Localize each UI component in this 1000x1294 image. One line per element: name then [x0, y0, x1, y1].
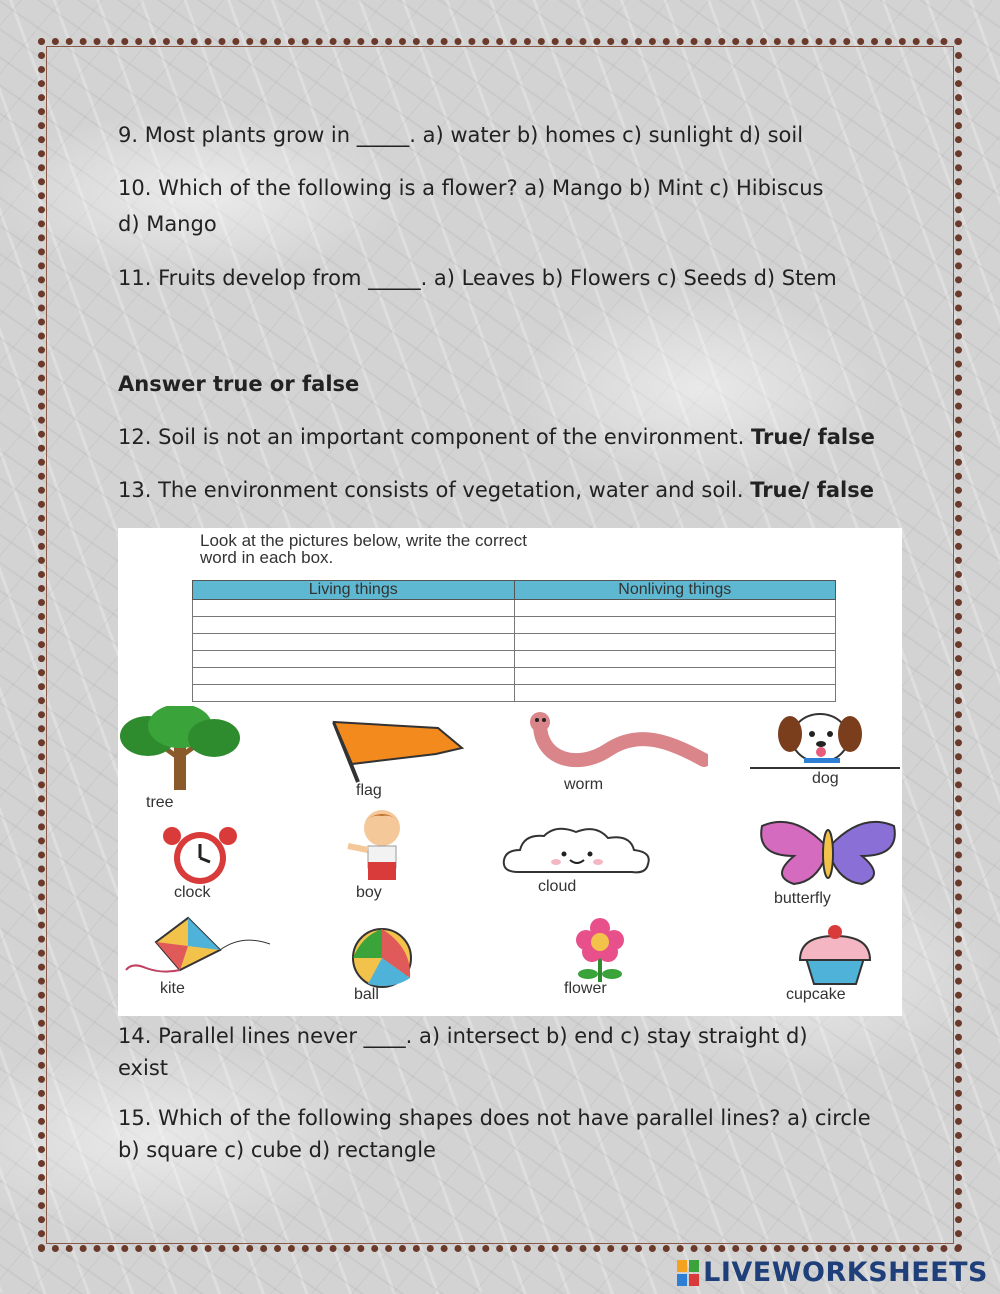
question-12-text: 12. Soil is not an important component of the environment.	[118, 425, 752, 449]
question-15	[118, 1102, 898, 1166]
label-tree: tree	[146, 794, 174, 811]
question-12	[118, 421, 898, 453]
answer-cell[interactable]	[514, 685, 836, 702]
liveworksheets-logo[interactable]	[677, 1257, 988, 1288]
living-nonliving-table	[192, 580, 836, 702]
question-10	[118, 172, 898, 240]
label-clock: clock	[174, 884, 211, 901]
question-11: 11. Fruits develop from _____. a) Leaves b) Flowers c) Seeds d) Stem	[118, 266, 837, 290]
boy-icon	[338, 806, 426, 886]
true-false-heading: Answer true or false	[118, 372, 360, 396]
answer-cell[interactable]	[514, 600, 836, 617]
label-boy: boy	[356, 884, 382, 901]
column-nonliving-things: Nonliving things	[514, 581, 836, 600]
table-row	[193, 600, 836, 617]
brand-name: LIVEWORKSHEETS	[703, 1257, 988, 1288]
clock-icon	[152, 826, 248, 886]
question-15-line2: b) square c) cube d) rectangle	[118, 1138, 436, 1162]
kite-icon	[122, 914, 272, 984]
flower-icon	[552, 918, 648, 984]
answer-cell[interactable]	[193, 600, 515, 617]
label-dog: dog	[812, 770, 839, 787]
instruction-line1: Look at the pictures below, write the correct	[200, 531, 527, 550]
table-row	[193, 617, 836, 634]
cloud-icon	[498, 824, 658, 878]
label-ball: ball	[354, 986, 379, 1003]
question-15-line1: 15. Which of the following shapes does not have parallel lines? a) circle	[118, 1106, 871, 1130]
worm-icon	[518, 710, 708, 778]
instruction-line2: word in each box.	[200, 548, 334, 567]
flag-icon	[328, 718, 468, 784]
question-9: 9. Most plants grow in _____. a) water b) homes c) sunlight d) soil	[118, 123, 804, 147]
label-cloud: cloud	[538, 878, 577, 895]
answer-cell[interactable]	[193, 634, 515, 651]
answer-cell[interactable]	[514, 634, 836, 651]
question-10-line1: 10. Which of the following is a flower? a) Mango b) Mint c) Hibiscus	[118, 176, 824, 200]
question-12-answer-options[interactable]: True/ false	[751, 425, 875, 449]
label-flower: flower	[564, 980, 607, 997]
question-10-line2: d) Mango	[118, 212, 217, 236]
answer-cell[interactable]	[514, 617, 836, 634]
dog-icon	[750, 708, 900, 772]
label-butterfly: butterfly	[774, 890, 831, 907]
question-13	[118, 474, 898, 506]
answer-cell[interactable]	[193, 668, 515, 685]
table-row	[193, 634, 836, 651]
table-row	[193, 668, 836, 685]
tree-icon	[118, 706, 242, 792]
living-nonliving-worksheet	[118, 528, 902, 1016]
question-14-line1: 14. Parallel lines never ____. a) intersect b) end c) stay straight d)	[118, 1024, 808, 1048]
table-row	[193, 685, 836, 702]
ball-icon	[332, 928, 432, 988]
worksheet-instruction	[200, 532, 840, 566]
question-14-line2: exist	[118, 1056, 168, 1080]
label-worm: worm	[564, 776, 604, 793]
label-cupcake: cupcake	[786, 986, 846, 1003]
question-14	[118, 1020, 898, 1084]
butterfly-icon	[754, 816, 902, 886]
answer-cell[interactable]	[193, 617, 515, 634]
question-13-answer-options[interactable]: True/ false	[750, 478, 874, 502]
label-flag: flag	[356, 782, 382, 799]
liveworksheets-logo-icon	[677, 1260, 699, 1286]
answer-cell[interactable]	[514, 651, 836, 668]
question-13-text: 13. The environment consists of vegetation, water and soil.	[118, 478, 751, 502]
answer-cell[interactable]	[193, 651, 515, 668]
label-kite: kite	[160, 980, 185, 997]
answer-cell[interactable]	[514, 668, 836, 685]
table-row	[193, 651, 836, 668]
column-living-things: Living things	[193, 581, 515, 600]
answer-cell[interactable]	[193, 685, 515, 702]
cupcake-icon	[790, 922, 880, 986]
